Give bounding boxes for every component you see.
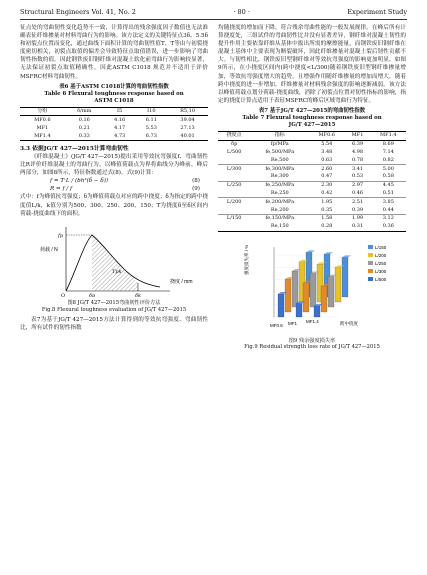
cell (218, 156, 250, 164)
tpk-label: Tpk (112, 268, 122, 275)
cell: fe,250/MPa (265, 182, 295, 189)
table-header: 指标 (250, 131, 309, 140)
cell: Re,250 (250, 190, 309, 198)
cell: 0.53 (344, 173, 370, 181)
cell: 0.21 (78, 124, 90, 131)
cell: L/500 (226, 149, 242, 156)
paragraph: 征点处的弯曲韧性变化趋势不一致，计算得出的残余强度因子数值也无法准确表征纤维掺量对材料弯曲行为的影响。该方法定义的关键特征点3δ、5.5δ和初裂点位置而变化，通过曲线下面积计算的弯曲韧性值T、T等由与初裂挠度密切相关，初裂点取值的偏差会导致特征点取值错误，进一步影响了弯曲韧性指数的值。因此钢铁废旧钢纤维对混凝土软化前弯曲行为影响较显著，无法保证初裂点取值精确性，因此ASTM C1018 规范并不适用于评价MSFRC材料弯曲韧性。 (20, 25, 208, 80)
cell: fe,200/MPa (265, 198, 295, 205)
cell: Re,200 (250, 206, 309, 214)
table-row (218, 214, 406, 222)
cell: 0.46 (344, 190, 370, 198)
cell: fe,500/MPa (265, 149, 295, 156)
bar (296, 303, 302, 317)
cell: fp/MPa (270, 141, 289, 148)
table-header: 分组 (20, 107, 65, 116)
cell: MF1 (36, 124, 49, 131)
paragraph: 表7为基于JG/T 427—2015方法计算得到的等效抗弯强度、弯曲韧性比，所有试件的韧性指数 (20, 317, 208, 332)
fp-label: fp (58, 232, 64, 239)
cell: 39.04 (180, 116, 195, 123)
legend-swatch (368, 245, 373, 249)
bar-top (324, 252, 333, 254)
cell: 0.36 (371, 223, 406, 231)
table7-title-en: Table 7 Flexural toughness response based on (242, 114, 382, 121)
table-header: 挠度点 (218, 131, 250, 140)
cell: 0.31 (344, 223, 370, 231)
z-axis-label: 强度损失率 / % (244, 244, 249, 275)
cell: 40.01 (167, 132, 208, 140)
cell: 4.17 (114, 124, 126, 131)
cell: 2.30 (321, 182, 333, 189)
right-column (218, 24, 406, 351)
bar (342, 257, 348, 297)
left-column (20, 24, 208, 333)
cell (218, 223, 250, 231)
residual-strength-chart (218, 235, 406, 335)
bar (328, 276, 334, 306)
cell: 5.53 (145, 124, 157, 131)
table6-title-en2: ASTM C1018 (94, 97, 134, 104)
cell: δp (231, 141, 238, 148)
table-row (20, 132, 208, 140)
dp-label: δp (89, 292, 96, 297)
cell: 0.44 (371, 206, 406, 214)
dk-label: δk (135, 292, 142, 297)
page-header (20, 8, 407, 20)
cell: 0.82 (371, 156, 406, 164)
bar-top (342, 255, 351, 257)
figure-9-caption-cn: 图9 残余强度损失率 (288, 337, 336, 344)
table-row (218, 190, 406, 198)
cell: 6.39 (351, 141, 364, 148)
cell: 1.99 (351, 215, 364, 222)
legend-label: L/150 (375, 244, 387, 250)
cell: Re,150 (250, 223, 309, 231)
cell: MF1.4 (20, 132, 65, 140)
table7 (218, 131, 406, 232)
paragraph: 均随挠度的增加而下降，符合残余弯曲性能的一般发展规律。在峰后所有计算挠度处，三组试件的弯曲韧性比并没有显著差异，钢纤维对混凝土韧性的提升作用主要依靠纤维从基体中拔出所需的摩擦能量，而钢铁废旧钢纤维在混凝土基体中主要表现为断裂破坏，因此纤维掺量对混凝土裂后韧性贡献不大。与韧性相比，钢铁废旧型钢纤维对等效抗弯强度的影响更加明显，如图9所示，在小挠度区间内(跨中挠度<L/300)随着钢铁废旧型钢纤维掺量增加，等效抗弯强度增大的趋势，且增强作用随纤维掺量的增加而增大，随着跨中挠度的进一步增加，纤维掺量对材料残余强度的影响逐渐减弱。该方法以峰值荷载点划分荷载-挠度曲线，消除了初裂点位置对韧性指标的影响，指定的挠度计算点适用于表征MSFRC的峰后区域弯曲行为特征。 (218, 25, 406, 104)
cell: 4.16 (114, 116, 126, 123)
cell (218, 173, 250, 181)
table-row (218, 140, 406, 148)
table-row (218, 206, 406, 214)
cell: 0.58 (371, 173, 406, 181)
table-header: MF1 (344, 131, 370, 140)
table6-title-en: Table 6 Flexural toughness response based on (44, 90, 184, 97)
cell: 4.98 (351, 149, 364, 156)
figure-9-caption-en: Fig.9 Residual strength loss rate of JG/T 427—2015 (244, 344, 380, 351)
cell: 0.63 (309, 156, 344, 164)
legend-swatch (368, 269, 373, 273)
figure-8-caption-en: Fig.8 Flexural toughness evaluation of JG/T 427—2015 (41, 306, 187, 313)
figure-9 (218, 235, 406, 352)
cell: 0.16 (78, 116, 90, 123)
cell: Re,300 (250, 173, 309, 181)
cell: 6.11 (145, 116, 157, 123)
equation-number: (9) (192, 186, 200, 193)
cell: 4.45 (382, 182, 394, 189)
bar (285, 279, 291, 312)
x-tick-label: MF0.6 (270, 322, 283, 328)
cell: fe,300/MPa (265, 165, 295, 172)
table-row (218, 181, 406, 189)
table-row (218, 156, 406, 164)
table6-title-cn: 表6 基于ASTM C1018计算的弯曲韧性指数 (59, 83, 169, 90)
cell: 2.97 (351, 182, 364, 189)
journal-name: Structural Engineers Vol. 41, No. 2 (20, 8, 136, 16)
table-header: MF1.4 (371, 131, 406, 140)
cell: 1.58 (321, 215, 333, 222)
cell: 5.00 (382, 165, 394, 172)
cell: 5.54 (321, 141, 333, 148)
cell: L/150 (226, 215, 242, 222)
table-row (218, 149, 406, 157)
x-axis-label: 挠度 / mm (170, 278, 193, 285)
table-row (20, 124, 208, 132)
table6 (20, 107, 208, 141)
bar (310, 273, 316, 306)
cell: 0.39 (344, 206, 370, 214)
equation-8 (20, 177, 208, 185)
cell: 0.42 (309, 190, 344, 198)
figure-8-caption-cn: 图8 JG/T 427—2015弯曲韧性评价方法 (67, 299, 161, 306)
section-heading: 3.3 依据JG/T 427—2015计算弯曲韧性 (20, 145, 129, 152)
cell: 0.51 (371, 190, 406, 198)
bar (292, 271, 298, 307)
x-tick-label: MF1 (288, 320, 297, 326)
cell: 4.73 (104, 132, 136, 140)
equation-text: f = T·L / (bh²(δ − δ)) (50, 178, 109, 185)
page-number: · 80 · (233, 8, 250, 16)
cell: 7.14 (382, 149, 394, 156)
legend-swatch (368, 277, 373, 281)
table-header: δ/mm (65, 107, 104, 116)
table-header: I5 (104, 107, 136, 116)
cell: Re,500 (250, 156, 309, 164)
cell: 0.35 (309, 206, 344, 214)
cell (218, 190, 250, 198)
cell: 2.60 (321, 165, 333, 172)
table-header: I10 (135, 107, 167, 116)
table-row (218, 165, 406, 173)
cell: MF0.6 (34, 116, 51, 123)
table-row (218, 223, 406, 231)
toughness-area (92, 235, 138, 291)
table7-title-cn: 表7 基于JG/T 427—2015的弯曲韧性指数 (258, 107, 366, 114)
legend-label: L/200 (375, 252, 387, 258)
bar (303, 282, 309, 311)
table-row (218, 198, 406, 206)
y-axis-label: 荷载 / N (40, 246, 58, 253)
bar-top (306, 250, 315, 252)
cell: 0.28 (309, 223, 344, 231)
origin-label: O (61, 292, 66, 297)
table-header: MF0.6 (309, 131, 344, 140)
table-row (218, 173, 406, 181)
equation-text: R = f / f (50, 186, 73, 193)
depth-axis-label: 跨中挠度 (340, 320, 358, 326)
legend-label: L/300 (375, 268, 387, 274)
equation-9 (20, 185, 208, 193)
cell: L/250 (226, 182, 242, 189)
table7-title-en2: JG/T 427—2015 (288, 121, 336, 128)
cell: 3.85 (382, 198, 394, 205)
x-tick-label: MF1.4 (306, 318, 319, 324)
table-header: R5,10 (167, 107, 208, 116)
bar (314, 305, 320, 316)
cell: fe,150/MPa (265, 215, 295, 222)
bar (335, 267, 341, 302)
load-deflection-diagram (20, 221, 208, 297)
section-name: Experiment Study (347, 8, 407, 16)
figure-8 (20, 221, 208, 314)
bar (321, 285, 327, 311)
cell: L/300 (226, 165, 242, 172)
legend-label: L/250 (375, 260, 387, 266)
cell: 0.33 (65, 132, 104, 140)
bar (278, 294, 284, 317)
legend-swatch (368, 261, 373, 265)
cell: 0.47 (309, 173, 344, 181)
legend-swatch (368, 253, 373, 257)
cell: 27.13 (180, 124, 195, 131)
table-row (20, 116, 208, 124)
paragraph: 式中：f为峰值抗弯强度；δ为峰值荷载点对应的跨中挠度；δ为指定的跨中挠度值L/k，k值分别为500、300、250、200、150；T为挠度δ至δ区间内荷载-挠度曲线下的面积。 (20, 194, 208, 217)
cell: 2.51 (351, 198, 364, 205)
cell: 8.69 (382, 141, 394, 148)
paragraph: 《纤维混凝土》(JG/T 427—2015)提出采用等效抗弯强度f、弯曲韧性比R评价纤维混凝土的弯曲行为，以峰值荷载点为界将曲线分为峰前、峰后两部分，如图8所示，特征指数通过式(8)、式(9)计算： (20, 153, 208, 177)
cell: L/200 (226, 198, 242, 205)
cell: 0.78 (344, 156, 370, 164)
equation-number: (8) (192, 178, 200, 185)
cell: 3.41 (351, 165, 364, 172)
cell (218, 206, 250, 214)
cell: 6.73 (135, 132, 167, 140)
cell: 1.95 (321, 198, 333, 205)
legend-label: L/500 (375, 276, 387, 282)
cell: 3.12 (382, 215, 394, 222)
cell: 3.48 (321, 149, 333, 156)
